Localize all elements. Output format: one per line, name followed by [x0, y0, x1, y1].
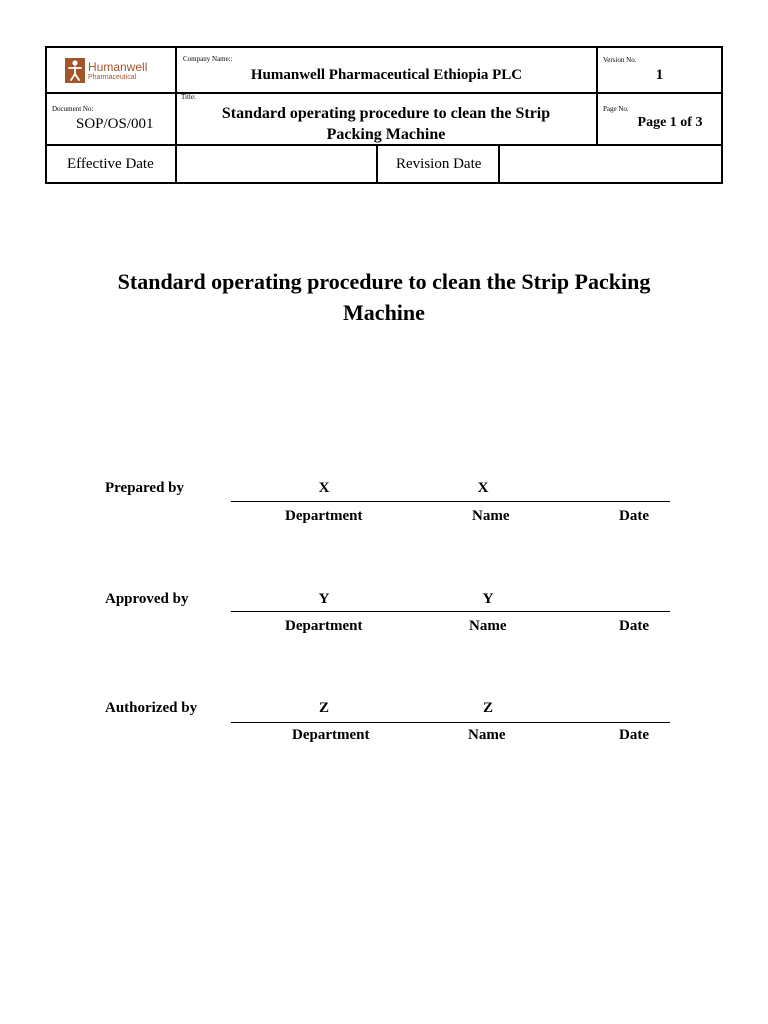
table-border [45, 46, 47, 184]
signature-name-value: Y [482, 591, 494, 607]
name-caption: Name [468, 727, 506, 743]
signature-name-value: Z [482, 700, 493, 716]
logo-subtitle: Pharmaceutical [88, 73, 137, 81]
signature-line [231, 501, 670, 502]
table-border [45, 46, 723, 48]
table-border [498, 144, 500, 184]
page-number: Page 1 of 3 [637, 115, 703, 130]
page-number-label: Page No. [603, 105, 629, 113]
table-border [45, 182, 723, 184]
name-caption: Name [472, 508, 510, 524]
company-name-label: Company Name:: [183, 55, 233, 63]
signature-block-approved [0, 589, 768, 659]
name-caption: Name [469, 618, 507, 634]
company-logo [65, 58, 147, 83]
signature-line [231, 722, 670, 723]
signature-label: Authorized by [105, 700, 198, 716]
document-number-label: Document No: [52, 105, 94, 113]
version-value: 1 [655, 67, 664, 83]
signature-label: Prepared by [105, 480, 185, 496]
signature-block-authorized [0, 698, 768, 768]
date-caption: Date [619, 508, 649, 524]
company-name: Humanwell Pharmaceutical Ethiopia PLC [250, 67, 523, 83]
humanwell-logo-icon [65, 58, 85, 83]
effective-date-label: Effective Date [67, 156, 154, 172]
date-caption: Date [619, 727, 649, 743]
document-title: Standard operating procedure to clean the Strip Packing Machine [221, 105, 551, 143]
logo-name: Humanwell [88, 59, 148, 74]
page-title: Standard operating procedure to clean the Strip Packing Machine [117, 269, 651, 325]
version-label: Version No. [603, 56, 637, 64]
department-caption: Department [285, 618, 363, 634]
signature-department-value: X [318, 480, 330, 496]
signature-line [231, 611, 670, 612]
date-caption: Date [619, 618, 649, 634]
signature-department-value: Z [318, 700, 329, 716]
signature-department-value: Y [318, 591, 330, 607]
department-caption: Department [292, 727, 370, 743]
revision-date-label: Revision Date [396, 156, 482, 172]
signature-label: Approved by [105, 591, 189, 607]
document-number: SOP/OS/001 [76, 116, 154, 132]
table-border [376, 144, 378, 184]
table-border [45, 92, 723, 94]
signature-name-value: X [477, 480, 489, 496]
signature-block-prepared [0, 478, 768, 548]
document-header-table [45, 46, 723, 184]
title-label: Title: [181, 93, 196, 101]
department-caption: Department [285, 508, 363, 524]
